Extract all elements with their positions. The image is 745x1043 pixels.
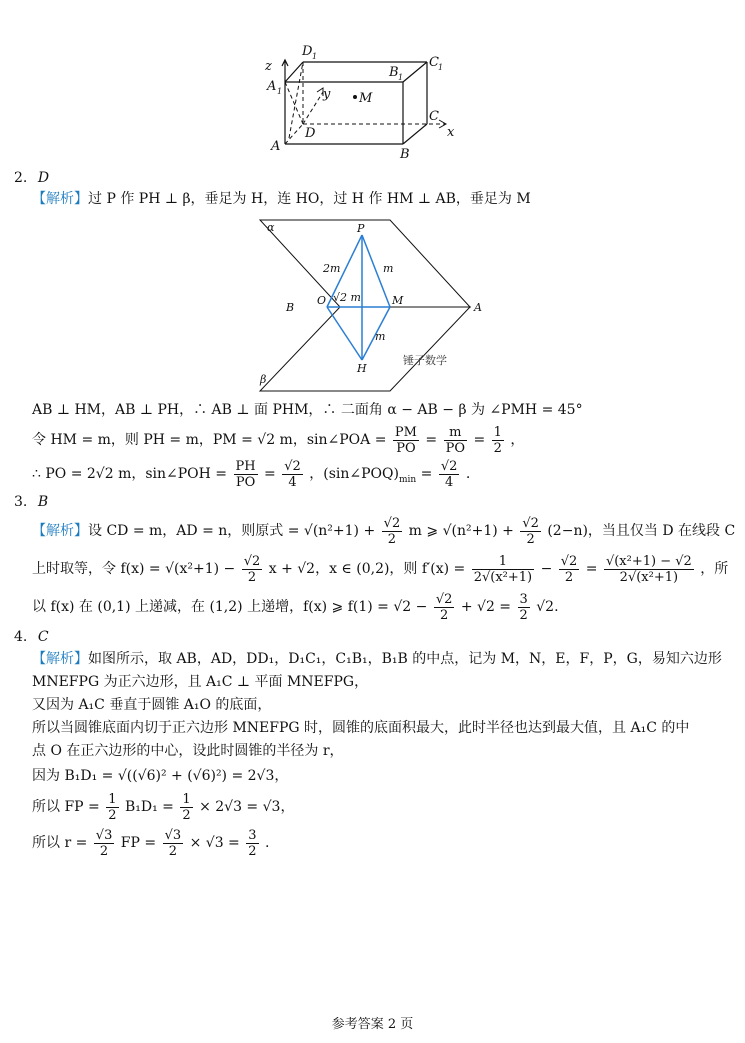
label-x: x [447, 125, 455, 140]
fraction [393, 425, 419, 456]
q4-line8-b: FP = [120, 835, 157, 851]
page-footer: 参考答案 2 页 [331, 1017, 414, 1032]
denominator: 4 [288, 474, 297, 490]
q3-header [14, 492, 48, 512]
fraction [382, 516, 403, 547]
denominator: 2 [439, 607, 449, 623]
label-a-plane: A [474, 301, 482, 314]
fraction [234, 459, 258, 490]
q3-line3-c: √2. [536, 599, 559, 615]
q2-line4: ∴ PO = 2√2 m，sin∠POH = $\frac{PH}{PO}$ = $\frac{√2}{4}$ ，$(\sin\angle POQ)_{min}$ = $\frac{√2}{4}$ . [32, 458, 471, 490]
edge-m-pm: m [383, 262, 394, 275]
label-m: M [359, 91, 373, 106]
denominator: 4 [444, 474, 454, 490]
edge-m-mh: m [375, 330, 386, 343]
fraction [559, 554, 580, 585]
fraction [439, 459, 460, 490]
q2-line3-end: ， [510, 432, 525, 448]
q3-line1-a: 设 CD = m，AD = n，则原式 = √(n²+1) + [88, 523, 376, 539]
q3-line1-c: (2−n)，当且仅当 D 在线段 C [547, 523, 736, 539]
q3-line2-b: x + √2，x ∈ (0,2)，则 f′(x) = [268, 561, 466, 577]
q2-line4-a: ∴ PO = 2√2 m，sin∠POH = [32, 466, 228, 482]
label-b-plane: B [286, 301, 295, 314]
numerator: √(x²+1) − √2 [605, 553, 692, 569]
q3-line2-e: ，所 [700, 561, 729, 577]
numerator: √3 [164, 827, 182, 843]
q4-tag: 【解析】 [32, 651, 88, 667]
q2-line2: AB ⊥ HM，AB ⊥ PH，∴ AB ⊥ 面 PHM，∴ 二面角 α − AB − β 为 ∠PMH = 45° [32, 402, 583, 418]
label-a: A [271, 139, 281, 154]
q3-line1 [32, 514, 735, 548]
numerator: 1 [472, 554, 534, 570]
q3-line3-a: 以 f(x) 在 (0,1) 上递减，在 (1,2) 上递增，f(x) ⩾ f(1) = √2 − [32, 599, 428, 615]
fraction [180, 792, 192, 823]
q2-line4-mid: ，(sin∠POQ) [309, 466, 399, 482]
numerator: 1 [108, 791, 117, 807]
label-d: D [305, 126, 316, 141]
q3-answer: B [37, 494, 49, 510]
denominator: 2 [526, 531, 535, 547]
numerator: √2 [522, 515, 539, 531]
fraction [163, 828, 184, 859]
fraction [434, 592, 455, 623]
edge-root2m: √2 m [333, 291, 361, 304]
numerator: √2 [383, 515, 401, 531]
q3-line2-d: = [585, 561, 598, 577]
label-a1: A [267, 79, 277, 94]
figure-dihedral [240, 215, 500, 393]
q4-line6: 因为 B₁D₁ = √((√6)² + (√6)²) = 2√3， [32, 768, 289, 784]
label-c: C [429, 109, 439, 124]
label-d1: D [302, 44, 313, 59]
fraction [282, 459, 303, 490]
numerator: 3 [519, 591, 528, 607]
q4-line7-a: 所以 FP = [32, 799, 100, 815]
q4-line7 [32, 790, 294, 824]
q4-line1-text: 如图所示，取 AB，AD，DD₁，D₁C₁，C₁B₁，B₁B 的中点，记为 M，N，E，F，P，G，易知六边形 [88, 651, 722, 667]
label-d1-sub: 1 [312, 52, 318, 61]
q3-tag: 【解析】 [32, 523, 88, 539]
label-alpha: α [267, 221, 275, 234]
figure-box-axes [255, 40, 465, 165]
denominator: PO [445, 440, 465, 456]
numerator: √3 [95, 827, 113, 843]
label-b1-sub: 1 [398, 73, 404, 82]
numerator: √2 [243, 553, 261, 569]
fraction [472, 554, 534, 585]
label-c1-sub: 1 [438, 63, 444, 72]
watermark-text: 锤子数学 [403, 354, 447, 367]
label-a1-sub: 1 [277, 87, 283, 96]
q2-answer: D [37, 170, 50, 186]
q4-number: 4. [14, 629, 28, 645]
denominator: 2 [99, 843, 109, 859]
q3-line3-b: + √2 = [460, 599, 512, 615]
q3-number: 3. [14, 494, 28, 510]
fraction [604, 554, 694, 585]
denominator: 2 [168, 843, 177, 859]
subscript-min: min [398, 474, 417, 485]
denominator: 2 [387, 531, 397, 547]
q4-line4: 所以当圆锥底面内切于正六边形 MNEFPG 时，圆锥的底面积最大，此时半径也达到最大值，且 A₁C 的中 [32, 720, 690, 736]
q3-line2-a: 上时取等，令 f(x) = √(x²+1) − [32, 561, 236, 577]
q3-line3 [32, 590, 559, 624]
q2-tag: 【解析】 [32, 191, 88, 207]
label-b1: B [389, 65, 399, 80]
denominator: 2√(x²+1) [619, 569, 679, 585]
q2-header [14, 168, 49, 188]
denominator: 2 [247, 569, 257, 585]
label-beta: β [260, 373, 267, 386]
fraction [444, 425, 467, 456]
q3-line1-b: m ⩾ √(n²+1) + [408, 523, 514, 539]
numerator: √2 [435, 591, 453, 607]
numerator: 3 [248, 827, 257, 843]
fraction [492, 425, 504, 456]
fraction [520, 516, 541, 547]
numerator: m [444, 425, 467, 441]
q3-line2-c: − [540, 561, 553, 577]
q4-header [14, 627, 49, 647]
denominator: 2 [564, 569, 574, 585]
numerator: √2 [440, 458, 458, 474]
numerator: √2 [560, 553, 578, 569]
q2-line3-a: 令 HM = m，则 PH = m，PM = √2 m，sin∠POA = [32, 432, 387, 448]
q2-line4-end: . [465, 466, 471, 482]
denominator: PO [396, 440, 416, 456]
numerator: 1 [493, 424, 502, 440]
label-c1: C [429, 55, 439, 70]
fraction [246, 828, 258, 859]
numerator: √2 [284, 458, 301, 474]
q4-line1 [32, 649, 722, 669]
numerator: PH [235, 458, 256, 474]
fraction [106, 792, 118, 823]
denominator: 2 [248, 843, 257, 859]
denominator: 2 [519, 607, 528, 623]
q4-answer: C [37, 629, 49, 645]
fraction [242, 554, 263, 585]
numerator: PM [394, 424, 417, 440]
q4-line7-b: B₁D₁ = [124, 799, 174, 815]
label-y: y [323, 87, 331, 102]
q4-line2: MNEFPG 为正六边形，且 A₁C ⊥ 平面 MNEFPG， [32, 674, 369, 690]
q4-line8-d: . [264, 835, 270, 851]
label-z: z [265, 59, 272, 74]
fraction [518, 592, 530, 623]
q3-line2 [32, 552, 728, 586]
denominator: 2√(x²+1) [473, 569, 533, 585]
q4-line7-c: × 2√3 = √3， [199, 799, 295, 815]
q4-line3: 又因为 A₁C 垂直于圆锥 A₁O 的底面， [32, 697, 272, 713]
q2-line1 [32, 189, 531, 209]
q2-line1-text: 过 P 作 PH ⊥ β，垂足为 H，连 HO，过 H 作 HM ⊥ AB，垂足为 M [88, 191, 531, 207]
numerator: 1 [182, 791, 191, 807]
denominator: 2 [182, 807, 191, 823]
q4-line8 [32, 826, 269, 860]
label-p: P [357, 222, 365, 235]
fraction [94, 828, 115, 859]
q4-line5: 点 O 在正六边形的中心，设此时圆锥的半径为 r， [32, 743, 344, 759]
denominator: PO [235, 474, 256, 490]
q2-number: 2. [14, 170, 28, 186]
edge-2m: 2m [323, 262, 341, 275]
q4-line8-c: × √3 = [189, 835, 240, 851]
q4-line8-a: 所以 r = [32, 835, 88, 851]
denominator: 2 [493, 440, 502, 456]
label-m-point: M [392, 294, 404, 307]
equals: = [425, 432, 438, 448]
label-o: O [317, 294, 327, 307]
q2-line3: 令 HM = m，则 PH = m，PM = √2 m，sin∠POA = $\frac{PM}{PO}$ = $\frac{m}{PO}$ = $\frac{1}{2}$ ， [32, 424, 525, 456]
label-h: H [357, 362, 367, 375]
label-b: B [400, 147, 410, 162]
denominator: 2 [108, 807, 117, 823]
